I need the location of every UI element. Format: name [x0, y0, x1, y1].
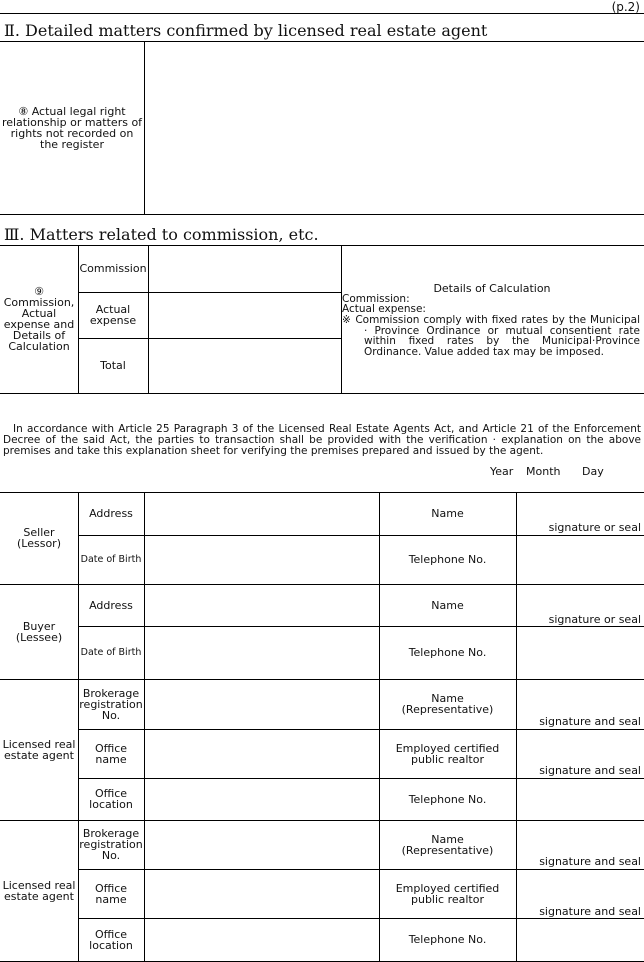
actual-expense-label: Actual expense: [89, 303, 137, 327]
buyer-signature[interactable]: signature or seal: [548, 613, 641, 626]
agent1-reg-no-field[interactable]: [145, 680, 379, 729]
agent2-office-location-field[interactable]: [145, 919, 379, 961]
page-number: (p.2): [611, 0, 640, 14]
seller-address-label: Address: [89, 507, 133, 520]
agent1-employed-label: Employed certified public realtor: [395, 741, 500, 766]
buyer-address-label: Address: [89, 598, 133, 612]
agent2-name-rep-label: Name (Representative): [401, 832, 494, 857]
seller-signature[interactable]: signature or seal: [548, 521, 641, 534]
item8-content-field[interactable]: [145, 42, 644, 214]
agent1-office-name-field[interactable]: [145, 730, 379, 778]
agent2-label: Licensed real estate agent: [2, 878, 76, 903]
agent1-signature-2[interactable]: signature and seal: [539, 764, 641, 777]
agent1-signature-1[interactable]: signature and seal: [539, 715, 641, 728]
agent2-reg-no-field[interactable]: [145, 821, 379, 869]
agent2-office-location-label: Office location: [89, 927, 133, 952]
date-day: Day: [582, 465, 604, 478]
rule-top: [0, 13, 644, 14]
actual-expense-field[interactable]: [149, 293, 341, 338]
buyer-name-label: Name: [431, 598, 464, 612]
agent1-tel-label: Telephone No.: [408, 792, 487, 806]
seller-dob-label: Date of Birth: [80, 554, 142, 565]
agent2-employed-label: Employed certified public realtor: [395, 881, 500, 906]
calc-title: Details of Calculation: [433, 282, 551, 295]
agent1-office-name-label: Office name: [94, 741, 128, 766]
agent1-office-location-label: Office location: [89, 787, 133, 811]
item8-label: ⑧ Actual legal right relationship or matters of rights not recorded on the register: [1, 104, 143, 151]
section3-title: Ⅲ. Matters related to commission, etc.: [4, 225, 319, 244]
buyer-dob-label: Date of Birth: [80, 647, 142, 658]
agent1-label: Licensed real estate agent: [2, 737, 76, 762]
item9-label: ⑨ Commission, Actual expense and Details of Calculation: [3, 285, 75, 353]
agent2-tel-label: Telephone No.: [408, 933, 487, 946]
calc-note-text: ※ Commission comply with fixed rates by the Municipal · Province Ordinance or mutual consentient rate within fixed rates by the Municipal·Province Ordinance. Value added tax may be imposed.: [342, 314, 640, 358]
seller-address-field[interactable]: [145, 493, 379, 535]
buyer-label: Buyer (Lessee): [15, 619, 63, 644]
agent1-tel-field[interactable]: [517, 779, 644, 820]
commission-field[interactable]: [149, 246, 341, 292]
calc-actual-expense: Actual expense:: [342, 303, 426, 315]
buyer-dob-field[interactable]: [145, 627, 379, 679]
calc-note: [342, 315, 640, 357]
agent1-office-location-field[interactable]: [145, 779, 379, 820]
buyer-address-field[interactable]: [145, 585, 379, 626]
agent2-office-name-field[interactable]: [145, 870, 379, 918]
date-year: Year: [490, 465, 514, 478]
total-field[interactable]: [149, 339, 341, 393]
agent2-signature-2[interactable]: signature and seal: [539, 905, 641, 918]
total-label: Total: [100, 359, 126, 372]
buyer-tel-field[interactable]: [517, 627, 644, 679]
agent1-name-rep-label: Name (Representative): [401, 692, 494, 716]
commission-label: Commission: [79, 262, 147, 275]
agent2-tel-field[interactable]: [517, 919, 644, 961]
agent1-reg-no-label: Brokerage registration No.: [79, 686, 143, 722]
date-month: Month: [526, 465, 561, 478]
seller-dob-field[interactable]: [145, 536, 379, 584]
statement-text: In accordance with Article 25 Paragraph 3 of the Licensed Real Estate Agents Act, and Article 21 of the Enforcement Decree of the said Act, the parties to transaction shall be provided with the verification · explanation on the above premises and take this explanation sheet for verifying the premises prepared and issued by the agent.: [3, 423, 641, 457]
agent2-office-name-label: Office name: [94, 881, 128, 906]
agent2-signature-1[interactable]: signature and seal: [539, 855, 641, 868]
seller-tel-field[interactable]: [517, 536, 644, 584]
seller-label: Seller (Lessor): [17, 526, 61, 550]
agent2-reg-no-label: Brokerage registration No.: [79, 827, 143, 862]
buyer-tel-label: Telephone No.: [408, 646, 487, 659]
seller-tel-label: Telephone No.: [408, 553, 487, 566]
section2-title: Ⅱ. Detailed matters confirmed by licensed real estate agent: [4, 21, 488, 40]
seller-name-label: Name: [431, 507, 464, 520]
calc-commission: Commission:: [342, 293, 410, 305]
